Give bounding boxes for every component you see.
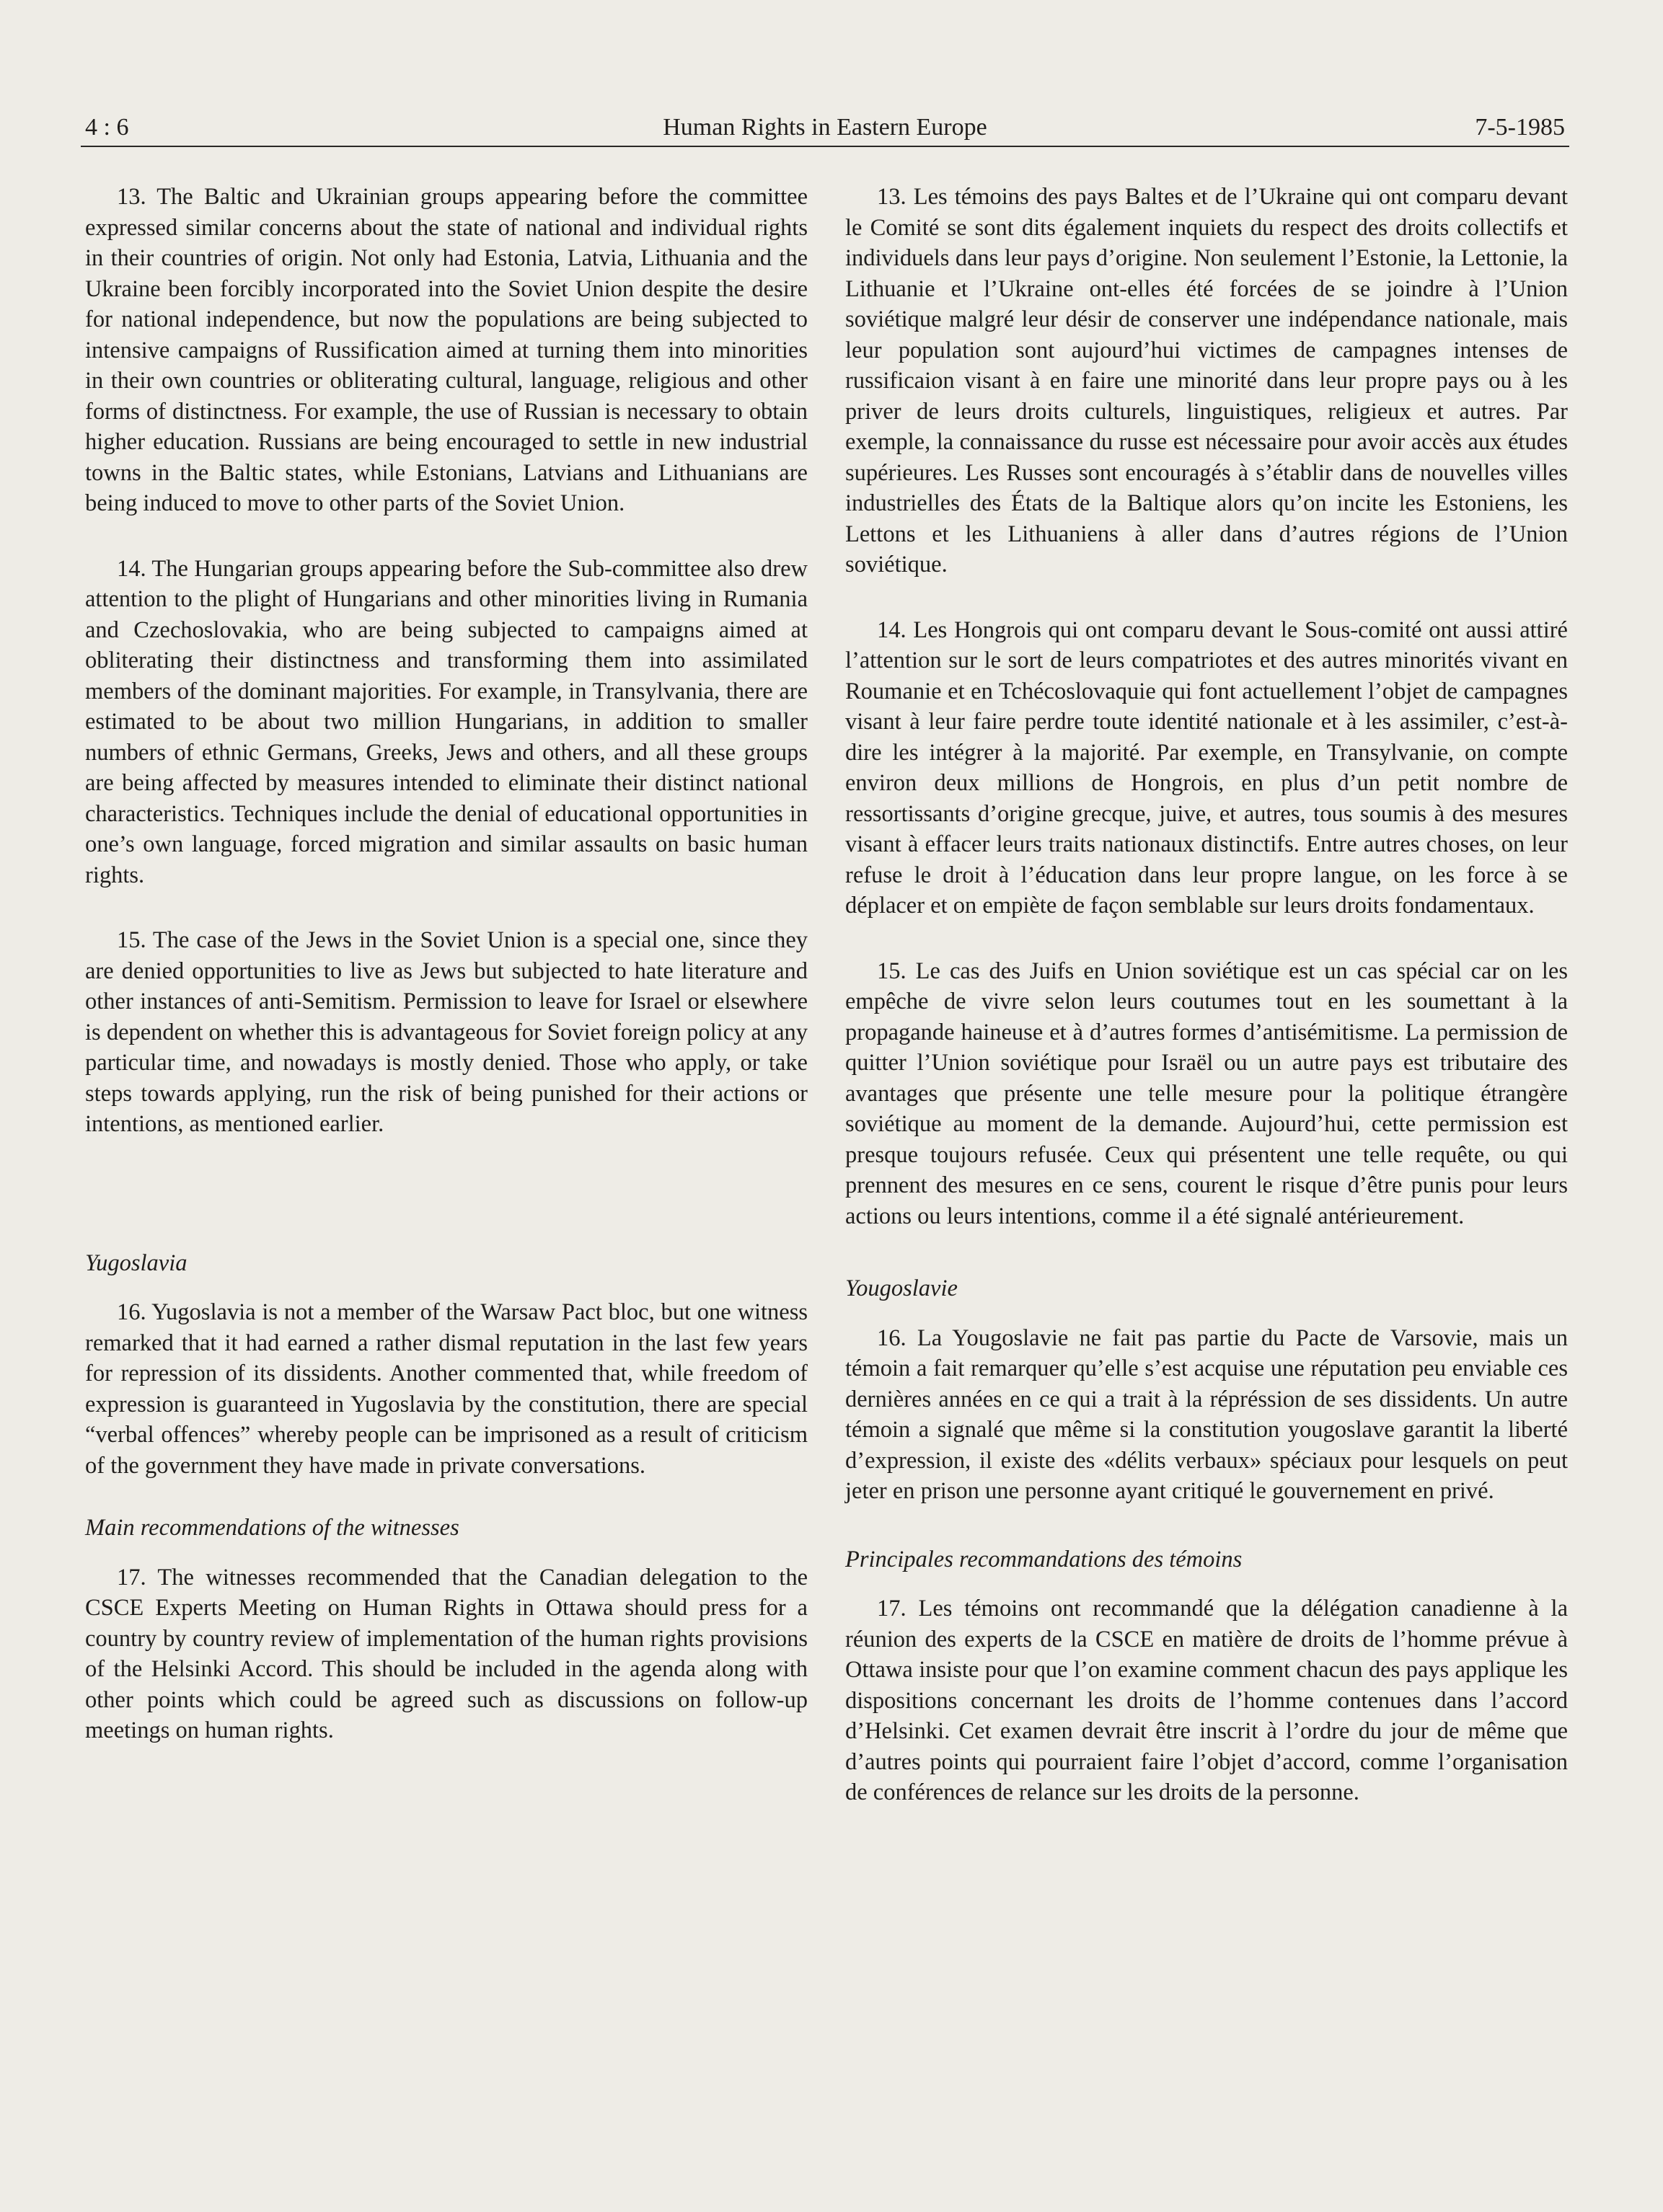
paragraph-15-fr: 15. Le cas des Juifs en Union soviétique est un cas spécial car on les empêche de vivre selon leurs coutumes tout en les soumettant à la propagande haineuse et à d’autres formes d’antisémitisme. La permission de quitter l’Union soviétique pour Israël ou un autre pays est tributaire des avantages que présente une telle mesure pour la politique étrangère soviétique au moment de la demande. Aujourd’hui, cette permission est presque toujours refusée. Ceux qui présentent une telle requête, ou qui prennent des mesures en ce sens, courent le risque d’être punis pour leurs actions ou leurs intentions, comme il a été signalé antérieurement. (845, 957, 1568, 1229)
running-title: Human Rights in Eastern Europe (663, 114, 987, 141)
heading-recommendations-en: Main recommendations of the witnesses (85, 1515, 459, 1541)
heading-recommendations-fr: Principales recommandations des témoins (845, 1546, 1243, 1572)
french-column (845, 182, 1568, 1808)
paragraph-17-fr: 17. Les témoins ont recommandé que la délégation canadienne à la réunion des experts de la CSCE en matière de droits de l’homme prévue à Ottawa insiste pour que l’on examine comment chacun des pays applique les dispositions concernant les droits de l’homme contenues dans l’accord d’Helsinki. Cet examen devrait être inscrit à l’ordre du jour de même que d’autres points qui pourraient faire l’objet d’accord, comme l’organisation de conférences de relance sur les droits de la personne. (845, 1596, 1568, 1805)
paragraph-13-fr: 13. Les témoins des pays Baltes et de l’Ukraine qui ont comparu devant le Comité se sont dits également inquiets du respect des droits collectifs et individuels dans leur pays d’origine. Non seulement l’Estonie, la Lettonie, la Lithuanie et l’Ukraine ont-elles été forcées de se joindre à l’Union soviétique malgré leur désir de conserver une indépendance nationale, mais leur population sont aujourd’hui victimes de campagnes intenses de russificaion visant à en faire une minorité dans leur propre pays ou à les priver de leurs droits culturels, linguistiques, religieux et autres. Par exemple, la connaissance du russe est nécessaire pour avoir accès aux études supérieures. Les Russes sont encouragés à s’établir dans de nouvelles villes industrielles des États de la Baltique alors qu’on incite les Estoniens, les Lettons et les Lithuaniens à aller dans d’autres régions de l’Union soviétique. (845, 184, 1568, 578)
english-column (85, 182, 808, 1746)
paragraph-16-fr: 16. La Yougoslavie ne fait pas partie du Pacte de Varsovie, mais un témoin a fait remarquer qu’elle s’est acquise une réputation peu enviable ces dernières années en ce qui a trait à la répréssion de ses dissidents. Un autre témoin a signalé que même si la constitution yougoslave garantit la liberté d’expression, il existe des «délits verbaux» spéciaux pour lesquels on peut jeter en prison une personne ayant critiqué le gouvernement en privé. (845, 1324, 1568, 1504)
paragraph-14-fr: 14. Les Hongrois qui ont comparu devant le Sous-comité ont aussi attiré l’attention sur le sort de leurs compatriotes et des autres minorités vivant en Roumanie et en Tchécoslovaquie qui font actuellement l’objet de campagnes visant à leur faire perdre toute identité nationale et à les assimiler, c’est-à-dire les intégrer à la majorité. Par exemple, en Transylvanie, on compte environ deux millions de Hongrois, en plus d’un petit nombre de ressortissants d’origine grecque, juive, et autres, tous soumis à des mesures visant à effacer leurs traits nationaux distinctifs. Entre autres choses, on leur refuse le droit à l’éducation dans leur propre langue, on les force à se déplacer et on empiète de façon semblable sur leurs droits fondamentaux. (845, 616, 1568, 919)
page-header (85, 110, 1565, 146)
paragraph-17-en: 17. The witnesses recommended that the Canadian delegation to the CSCE Experts Meeting on Human Rights in Ottawa should press for a country by country review of implementation of the human rights provisions of the Helsinki Accord. This should be included in the agenda along with other points which could be agreed such as discussions on follow-up meetings on human rights. (85, 1564, 808, 1743)
page-number: 4 : 6 (85, 114, 129, 141)
paragraph-15-en: 15. The case of the Jews in the Soviet Union is a special one, since they are denied opportunities to live as Jews but subjected to hate literature and other instances of anti-Semitism. Permission to leave for Israel or elsewhere is dependent on whether this is advantageous for Soviet foreign policy at any particular time, and nowadays is mostly denied. Those who apply, or take steps towards applying, run the risk of being punished for their actions or intentions, as mentioned earlier. (85, 927, 808, 1137)
heading-yugoslavia-fr: Yougoslavie (845, 1275, 958, 1301)
header-rule (81, 146, 1569, 147)
paragraph-14-en: 14. The Hungarian groups appearing before the Sub-committee also drew attention to the plight of Hungarians and other minorities living in Rumania and Czechoslovakia, who are being subjected to campaigns aimed at obliterating their distinctness and transforming them into assimilated members of the dominant majorities. For example, in Transylvania, there are estimated to be about two million Hungarians, in addition to smaller numbers of ethnic Germans, Greeks, Jews and others, and all these groups are being affected by measures intended to eliminate their distinct national characteristics. Techniques include the denial of educational opportunities in one’s own language, forced migration and similar assaults on basic human rights. (85, 555, 808, 888)
paragraph-13-en: 13. The Baltic and Ukrainian groups appearing before the committee expressed similar concerns about the state of national and individual rights in their countries of origin. Not only had Estonia, Latvia, Lithuania and the Ukraine been forcibly incorporated into the Soviet Union despite the desire for national independence, but now the populations are being subjected to intensive campaigns of Russification aimed at turning them into minorities in their own countries or obliterating cultural, language, religious and other forms of distinctness. For example, the use of Russian is necessary to obtain higher education. Russians are being encouraged to settle in new industrial towns in the Baltic states, while Estonians, Latvians and Lithuanians are being induced to move to other parts of the Soviet Union. (85, 184, 808, 516)
paragraph-16-en: 16. Yugoslavia is not a member of the Warsaw Pact bloc, but one witness remarked that it had earned a rather dismal reputation in the last few years for repression of its dissidents. Another commented that, while freedom of expression is guaranteed in Yugoslavia by the constitution, there are special “verbal offences” whereby people can be imprisoned as a result of criticism of the government they have made in private conversations. (85, 1299, 808, 1479)
header-date: 7-5-1985 (1475, 114, 1565, 141)
heading-yugoslavia-en: Yugoslavia (85, 1249, 188, 1276)
